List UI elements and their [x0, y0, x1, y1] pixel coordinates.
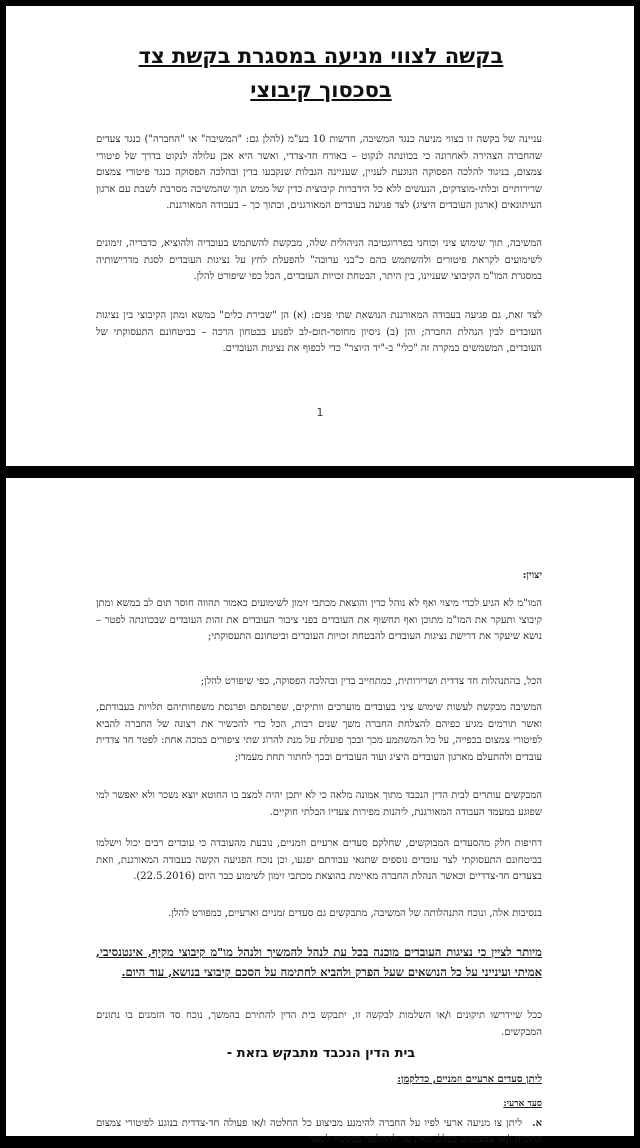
list-item-alef: [96, 1116, 542, 1148]
request-heading: בית הדין הנכבד מתבקש בזאת -: [226, 1046, 416, 1061]
document-page-1: [6, 6, 634, 466]
list-item-marker: א.: [532, 1118, 542, 1129]
paragraph-amendments: ככל שיידרשו תיקונים ו/או השלמות לבקשה זו, יתבקש בית הדין להתירם בהמשך, נוכח סד הזמנים בו נתונים המבקשים.: [96, 1010, 542, 1038]
list-item-text: ליתן צו מניעה ארעי לפיו על החברה להימנע מביצוע כל החלטה ו/או פעולה חד-צדדית בנוגע לפיטורי צמצום החברה ו/או צמצומים בכלל, וזאת עד להחלטה בבקשה לסעד: [96, 1118, 542, 1145]
paragraph-organized-labor: לצד זאת, גם פגיעה בעבודה המאורגנת הנושאת שתי פנים: (א) הן "שבירת כלים" במשא ומתן הקיבוצי בין נציגות העובדים לבין הנהלת החברה; והן (ב) ניסיון מחוסר-תום-לב לפגוע בבטחון הרכה – בביטחונם התעסוקתי של העובדים, המשמשים במקרה זה "כלי" ב-"יד היוצר" כדי לכפוף את נציגות העובדים.: [96, 310, 542, 354]
label-temporary-relief: סעד ארעי:: [503, 1099, 542, 1109]
paragraph-circumstances: בנסיבות אלה, ונוכח התנהלותה של המשיבה, מתבקשים גם סעדים זמניים וארעיים, כמפורט להלן.: [168, 908, 542, 919]
paragraph-cynical-use: המשיבה מבקשת לעשות שימוש ציני בעובדים מוערכים וותיקים, שפרנסתם ופרנסת משפחותיהם תלויות בעבודתם, ואשר תורמים מגיע כפיהם להצלחת החברה משך שנים רבות, הכל כדי להכשיר את רצונה של החברה להביא לפיטורי צמצום בכפייה, על כל המשתמע מכך ובכך פועלת על מנת להרוג שתי ציפורים במכה אחת: לפטר חד צדדית עובדים ולהתעלם מארגון העובדים היציג ועוד העובדים ובכך לחתור תחת מעמדו;: [96, 702, 542, 763]
paragraph-urgency: דחיפות חלק מהסעדים המבוקשים, שחלקם סעדים ארעיים וזמניים, נובעת מהעובדה כי עובדים רבים יכול וישלמו בביטחונם התעסוקתי לצד עובדים נוספים שתנאי עבודתם יפגעו, וכן נוכח הפגיעה הקשה בעבודה המאורגנת, וזאת בצעדים חד-צדדיים וכאשר הנהלת החברה מאיימת בהוצאת מכתבי זימון לשימוע כבר היום (22.5.2016).: [96, 838, 542, 882]
sub-heading-reliefs: ליתן סעדים ארעיים וזמניים, כדלקמן:: [397, 1074, 542, 1085]
paragraph-union-ready: מיותר לציין כי נציגות העובדים מוכנה בכל עת לנהל להמשיך ולנהל מו"מ קיבוצי מקיף, אינטנסיבי, אמיתי ועינייני על כל הנושאים שעל הפרק ולהביא לחתימה על הסכם קיבוצי בנושא, עוד היום.: [96, 945, 542, 979]
label-tzyun: יצוין:: [522, 570, 542, 581]
paragraph-negotiation: המו"מ לא הגיע לכדי מיצוי ואף לא נוהל כדין והוצאת מכתבי זימון לשימועים כאמור תהווה חוסר תום לב במשא ומתן קיבוצי ותעקר את המו"מ מתוכן ואף תחשוף את העובדים בפני ציבור העובדים את זהות העובדים שבכוונתה לפטר – נושא שיעקר את דרישת נציגות העובדים להבטחת זכויות העובדים וביטחונם התעסוקתי;: [96, 598, 542, 642]
paragraph-respondent: המשיבה, תוך שימוש ציני וכוחני בפררוגטיבה הניהולית שלה, מבקשת להשתמש בעובדיה ולהוציא, כדבריה, זימונים לשימועים לקראת פיטורים ולהשתמש בהם כ"בני ערובה" להפעלת לחץ על נציגות העובדים לסגת מדרישותיה במסגרת המו"מ הקיבוצי שעניינו, בין היתר, הבטחת זכויות העובדים, הכל כפי שיפורט להלן.: [96, 238, 542, 282]
document-title-line-2: בסכסוך קיבוצי: [250, 78, 392, 102]
paragraph-unilateral: הכל, בהתנהלות חד צדדית ושרירותית, כמתחייב בדין ובהלכה הפסוקה, כפי שיפורט להלן;: [200, 676, 542, 687]
paragraph-intro: עניינה של בקשה זו בצווי מניעה כנגד המשיבה, חדשות 10 בע"מ (להלן גם: "המשיבה" או "החברה") כנגד צעדים שהחברה הצהירה לאחרונה כי בכוונתה לנקוט – באורח חד-צדדי, ואשר היא אכן עלולה לנקוט בדרך של פיטורי צמצום, בניגוד להלכה הפסוקה הנוגעת לעניין, שעניינה הגבלות שנקבעו בדין ובהלכה הפסוקה כנגד פיטורי צמצום שרירותיים ובלתי-מוצדקים, הנעשים ללא כל הידברות קיבוצית כדין של ממש תוך שהמשיבה מסרבת לשבת עם ארגון העיתונאים (ארגון העובדים היציג) לצד פגיעה בעובדים המאורגנים, ובתוך כך – בעבודה המאורגנת.: [96, 134, 542, 211]
document-page-2: [6, 478, 634, 1145]
page-number: 1: [316, 406, 324, 419]
document-title-line-1: בקשה לצווי מניעה במסגרת בקשת צד: [138, 44, 504, 68]
paragraph-petitioners: המבקשים עותרים לבית הדין הנכבד מתוך אמונה מלאה כי לא יתכן יהיה למצב בו החוטא יוצא נשכר ולא יאפשר למי שפוגע במעמד העבודה המאורגנת, ליהנות מפירות צעדיו הבלתי חוקיים.: [96, 790, 542, 818]
